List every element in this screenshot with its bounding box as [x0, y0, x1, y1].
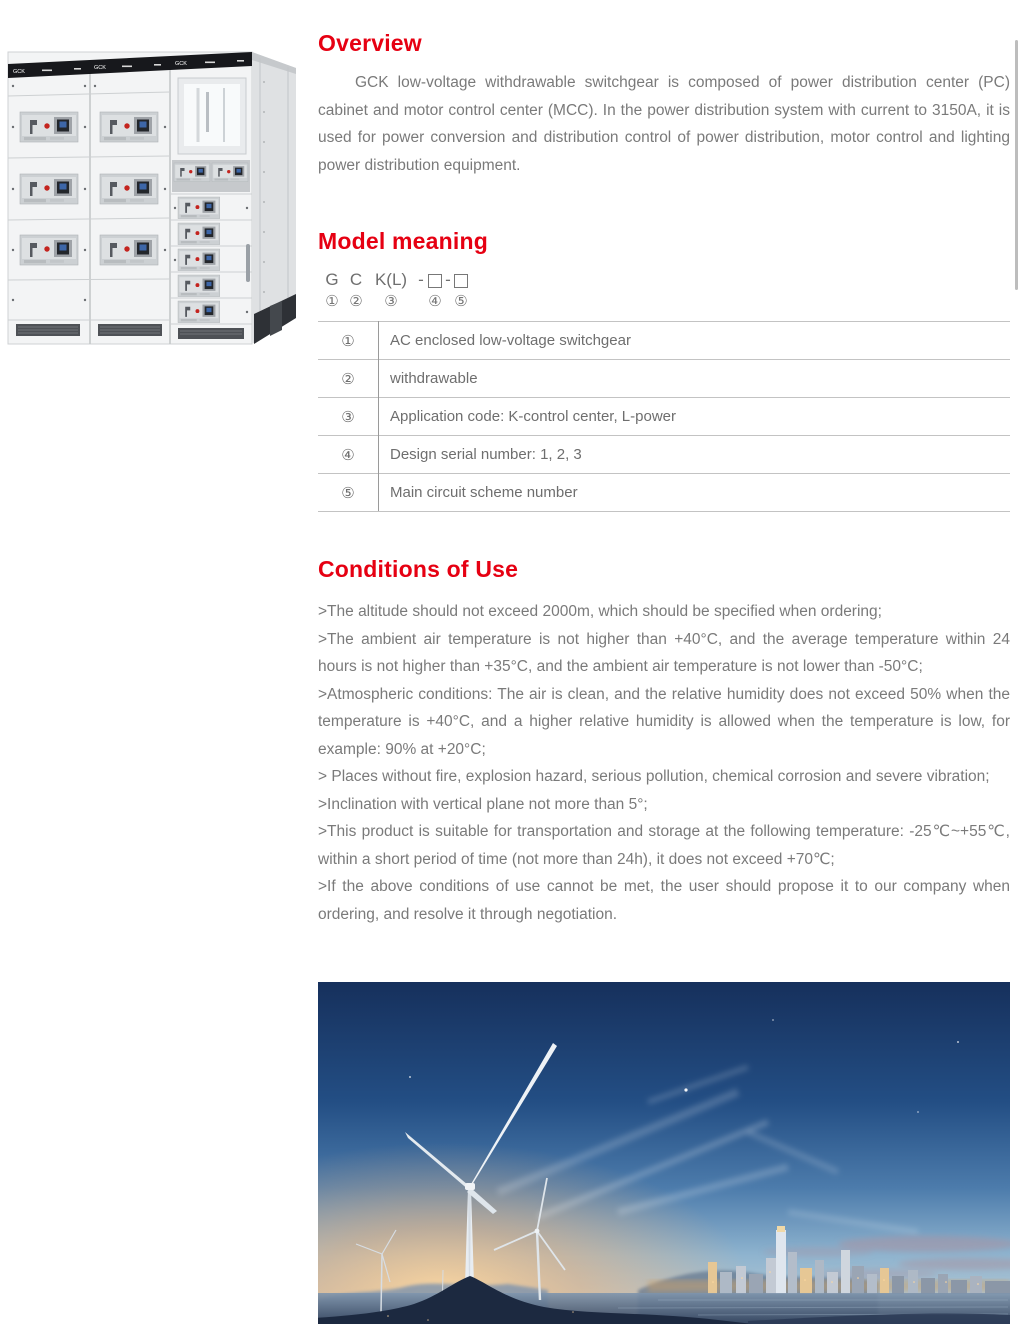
circled-number: ⑤: [454, 293, 468, 310]
cabinet-brand-label: GCK: [13, 69, 25, 75]
circled-number: ③: [384, 293, 398, 310]
code-box: [428, 270, 442, 290]
circled-number: ①: [325, 293, 339, 310]
table-row: [318, 474, 1010, 512]
row-description: withdrawable: [379, 360, 1011, 398]
drawer-module: [20, 174, 78, 204]
circled-number: ②: [349, 293, 363, 310]
cabinet-brand-label: GCK: [175, 61, 187, 67]
drawer-module: [20, 235, 78, 265]
row-description: Design serial number: 1, 2, 3: [379, 436, 1011, 474]
row-description: AC enclosed low-voltage switchgear: [379, 322, 1011, 360]
row-description: Application code: K-control center, L-power: [379, 398, 1011, 436]
code-letter-g: G: [325, 270, 339, 289]
model-code: [320, 270, 468, 311]
switchgear-product-image: [2, 22, 308, 348]
table-row: [318, 398, 1010, 436]
drawer-module: [100, 112, 158, 142]
conditions-title: Conditions of Use: [318, 556, 519, 582]
row-number: ②: [318, 360, 379, 398]
row-description: Main circuit scheme number: [379, 474, 1011, 512]
code-letter-c: C: [349, 270, 363, 289]
drawer-module: [100, 174, 158, 204]
condition-item: > Places without fire, explosion hazard, serious pollution, chemical corrosion and severe vibration;: [318, 768, 990, 785]
row-number: ④: [318, 436, 379, 474]
model-code-numbers: [320, 291, 468, 311]
drawer-module: [100, 235, 158, 265]
overview-title: Overview: [318, 30, 422, 56]
vent-grille: [178, 328, 244, 339]
condition-item: >Atmospheric conditions: The air is clean, and the relative humidity does not exceed 50% when the temperature is +40°C, and a higher relative humidity is allowed when the temperature is low, for example: 90% at +20°C;: [318, 685, 1010, 758]
code-letter-k: K(L): [374, 270, 408, 289]
code-dash: -: [418, 270, 424, 289]
code-box: [454, 270, 468, 290]
row-number: ①: [318, 322, 379, 360]
table-row: [318, 436, 1010, 474]
wind-turbine-photo: [318, 982, 1010, 1324]
overview-paragraph: GCK low-voltage withdrawable switchgear is composed of power distribution center (PC) cabinet and motor control center (MCC). In the power distribution system with current to 3150A, it is used for power conversion and distribution control of power distribution, motor control and lighting power distribution equipment.: [318, 74, 1010, 174]
model-meaning-table: [318, 321, 1010, 512]
condition-item: >Inclination with vertical plane not more than 5°;: [318, 795, 648, 813]
door-handle: [246, 244, 250, 282]
circled-number: ④: [428, 293, 442, 310]
condition-item: >The altitude should not exceed 2000m, which should be specified when ordering;: [318, 603, 882, 620]
table-row: [318, 360, 1010, 398]
condition-item: >The ambient air temperature is not higher than +40°C, and the average temperature within 24 hours is not higher than +35°C, and the ambient air temperature is not lower than -50°C;: [318, 630, 1010, 675]
conditions-list: [318, 598, 1010, 928]
code-dash: -: [445, 270, 451, 289]
model-meaning-title: Model meaning: [318, 228, 489, 254]
row-number: ⑤: [318, 474, 379, 512]
content-column: [318, 0, 1010, 1333]
drawer-module: [20, 112, 78, 142]
condition-item: >This product is suitable for transportation and storage at the following temperature: -25℃~+55℃, within a short period of time (not more than 24h), it does not exceed +70℃;: [318, 823, 1010, 868]
row-number: ③: [318, 398, 379, 436]
model-code-letters: [320, 270, 468, 290]
table-row: [318, 322, 1010, 360]
condition-item: >If the above conditions of use cannot be met, the user should propose it to our company when ordering, and resolve it through negotiation.: [318, 878, 1010, 923]
cabinet-brand-label: GCK: [94, 65, 106, 71]
